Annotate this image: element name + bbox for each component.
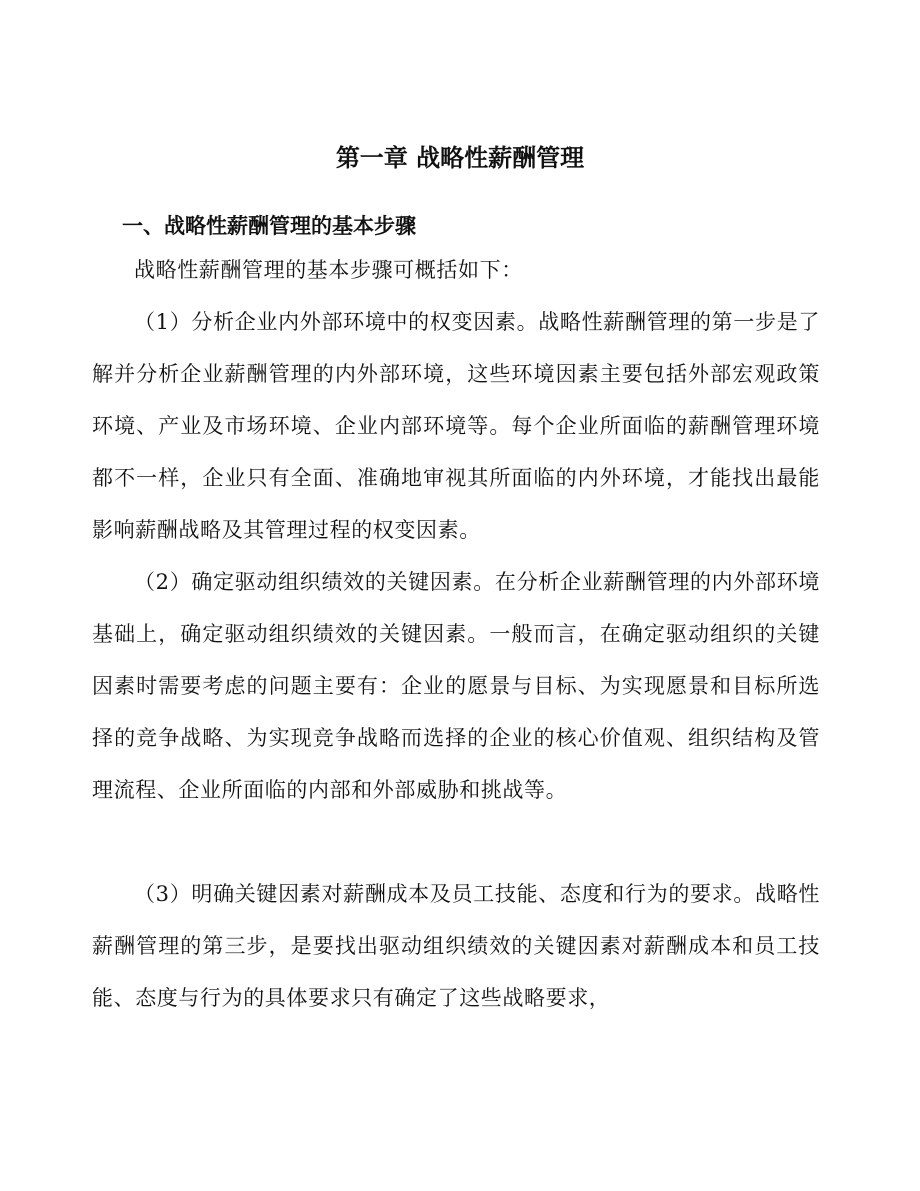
step-3-paragraph: （3）明确关键因素对薪酬成本及员工技能、态度和行为的要求。战略性薪酬管理的第三步，是要找出驱动组织绩效的关键因素对薪酬成本和员工技能、态度与行为的具体要求只有确定了这些战略要求， — [92, 882, 820, 1010]
section-heading: 一、战略性薪酬管理的基本步骤 — [122, 214, 416, 238]
step-1-paragraph: （1）分析企业内外部环境中的权变因素。战略性薪酬管理的第一步是了解并分析企业薪酬管理的内外部环境，这些环境因素主要包括外部宏观政策环境、产业及市场环境、企业内部环境等。每个企业所面临的薪酬管理环境都不一样，企业只有全面、准确地审视其所面临的内外环境，才能找出最能影响薪酬战略及其管理过程的权变因素。 — [92, 310, 820, 542]
step-2-paragraph: （2）确定驱动组织绩效的关键因素。在分析企业薪酬管理的内外部环境基础上，确定驱动组织绩效的关键因素。一般而言，在确定驱动组织的关键因素时需要考虑的问题主要有：企业的愿景与目标、为实现愿景和目标所选择的竞争战略、为实现竞争战略而选择的企业的核心价值观、组织结构及管理流程、企业所面临的内部和外部威胁和挑战等。 — [92, 570, 820, 802]
chapter-title: 第一章 战略性薪酬管理 — [335, 144, 585, 172]
intro-paragraph: 战略性薪酬管理的基本步骤可概括如下： — [134, 258, 523, 282]
